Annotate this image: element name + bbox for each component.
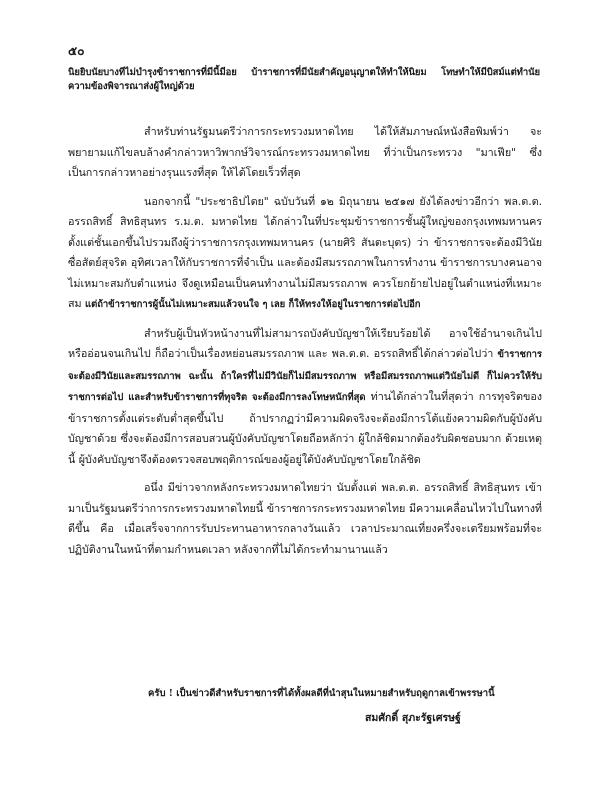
author-signature: สมศักดิ์ สุภะรัฐเศรษฐ์ <box>365 712 461 724</box>
bold-header-note: นิยยิบนัยบางทีไม่บำรุงข้าราชการที่มีนี้มีอย บ้าราชการที่มีนัยสำคัญอนุญาตให้ทำให้นิยม โทษทำให้มีบิสม์แต่ทำนัยความข้องพิจารณาส่งผู้ใหญ่ด้วย <box>68 67 540 92</box>
paragraph-3-text-after: ท่านได้กล่าวในที่สุดว่า การทุจริตของข้าราชการตั้งแต่ระดับต่ำสุดขึ้นไป ถ้าปรากฏว่ามีความผิดจริงจะต้องมีการโต้แย้งความผิดกับผู้บังคับบัญชาด้วย ซึ่งจะต้องมีการสอบสวนผู้บังคับบัญชาโดยถือหลักว่า ผู้ใกล้ชิดมากต้องรับผิดชอบมาก ด้วยเหตุนี้ ผู้บังคับบัญชาจึงต้องตรวจสอบพฤติการณ์ของผู้อยู่ใต้บังคับบัญชาโดยใกล้ชิด <box>68 390 542 466</box>
paragraph-3-bold-text: ข้าราชการจะต้องมีวินัยและสมรรถภาพ ฉะนั้น ถ้าใครที่ไม่มีวินัยก็ไม่มีสมรรถภาพ หรือมีสมรรถภาพแต่วินัยไม่ดี ก็ไม่ควรให้รับราชการต่อไป และสำหรับข้าราชการที่ทุจริต จะต้องมีการลงโทษหนักที่สุด <box>68 349 542 403</box>
paragraph-4 <box>68 478 542 560</box>
paragraph-4-text: อนึ่ง มีข่าวจากหลังกระทรวงมหาดไทยว่า นับตั้งแต่ พล.ต.ต. อรรถสิทธิ์ สิทธิสุนทร เข้ามาเป็นรัฐมนตรีว่าการกระทรวงมหาดไทยนี้ ข้าราชการกระทรวงมหาดไทย มีความเคลื่อนไหวไปในทางที่ดีขึ้น คือ เมื่อเสร็จจากการรับประทานอาหารกลางวันแล้ว เวลาประมาณเที่ยงครึ่งจะเตรียมพร้อมที่จะปฏิบัติงานในหน้าที่ตามกำหนดเวลา หลังจากที่ไม่ได้กระทำมานานแล้ว <box>68 481 542 556</box>
paragraph-1-text: สำหรับท่านรัฐมนตรีว่าการกระทรวงมหาดไทย ได้ให้สัมภาษณ์หนังสือพิมพ์ว่า จะพยายามแก้ไขลบล้างคำกล่าวหาวิพากษ์วิจารณ์กระทรวงมหาดไทย ที่ว่าเป็นกระทรวง "มาเฟีย" ซึ่งเป็นการกล่าวหาอย่างรุนแรงที่สุด ให้ได้โดยเร็วที่สุด <box>68 125 542 179</box>
page-number: ๕๐ <box>68 44 85 58</box>
paragraph-2 <box>68 192 542 316</box>
document-body <box>68 122 542 568</box>
paragraph-3 <box>68 324 542 471</box>
closing-note: ครับ ! เป็นข่าวดีสำหรับราชการที่ได้ทั้งผลดีที่นำสุนในหมายสำหรับฤดูกาลเข้าพรรษานี้ <box>148 688 495 699</box>
paragraph-1 <box>68 122 542 184</box>
paragraph-3-text: สำหรับผู้เป็นหัวหน้างานที่ไม่สามารถบังคับบัญชาให้เรียบร้อยได้ อาจใช้อำนาจเกินไป หรืออ่อนจนเกินไป ก็ถือว่าเป็นเรื่องหย่อนสมรรถภาพ และ พล.ต.ต. อรรถสิทธิ์ได้กล่าวต่อไปว่า <box>68 326 542 360</box>
paragraph-2-text: นอกจากนี้ "ประชาธิปไตย" ฉบับวันที่ ๑๒ มิถุนายน ๒๕๑๗ ยังได้ลงข่าวอีกว่า พล.ต.ต. อรรถสิทธิ์ สิทธิสุนทร ร.ม.ต. มหาดไทย ได้กล่าวในที่ประชุมข้าราชการชั้นผู้ใหญ่ของกรุงเทพมหานคร ตั้งแต่ชั้นเอกขึ้นไปรวมถึงผู้ว่าราชการกรุงเทพมหานคร (นายศิริ สันตะบุตร) ว่า ข้าราชการจะต้องมีวินัย ซื่อสัตย์สุจริต อุทิศเวลาให้กับราชการที่จำเป็น และต้องมีสมรรถภาพในการทำงาน ข้าราชการบางคนอาจไม่เหมาะสมกับตำแหน่ง จึงดูเหมือนเป็นคนทำงานไม่มีสมรรถภาพ ควรโยกย้ายไปอยู่ในตำแหน่งที่เหมาะสม <box>68 194 542 310</box>
paragraph-2-bold-text: แต่ถ้าข้าราชการผู้นั้นไม่เหมาะสมแล้วจนใจ ๆ เลย ก็ให้ทรงให้อยู่ในราชการต่อไปอีก <box>85 299 421 310</box>
